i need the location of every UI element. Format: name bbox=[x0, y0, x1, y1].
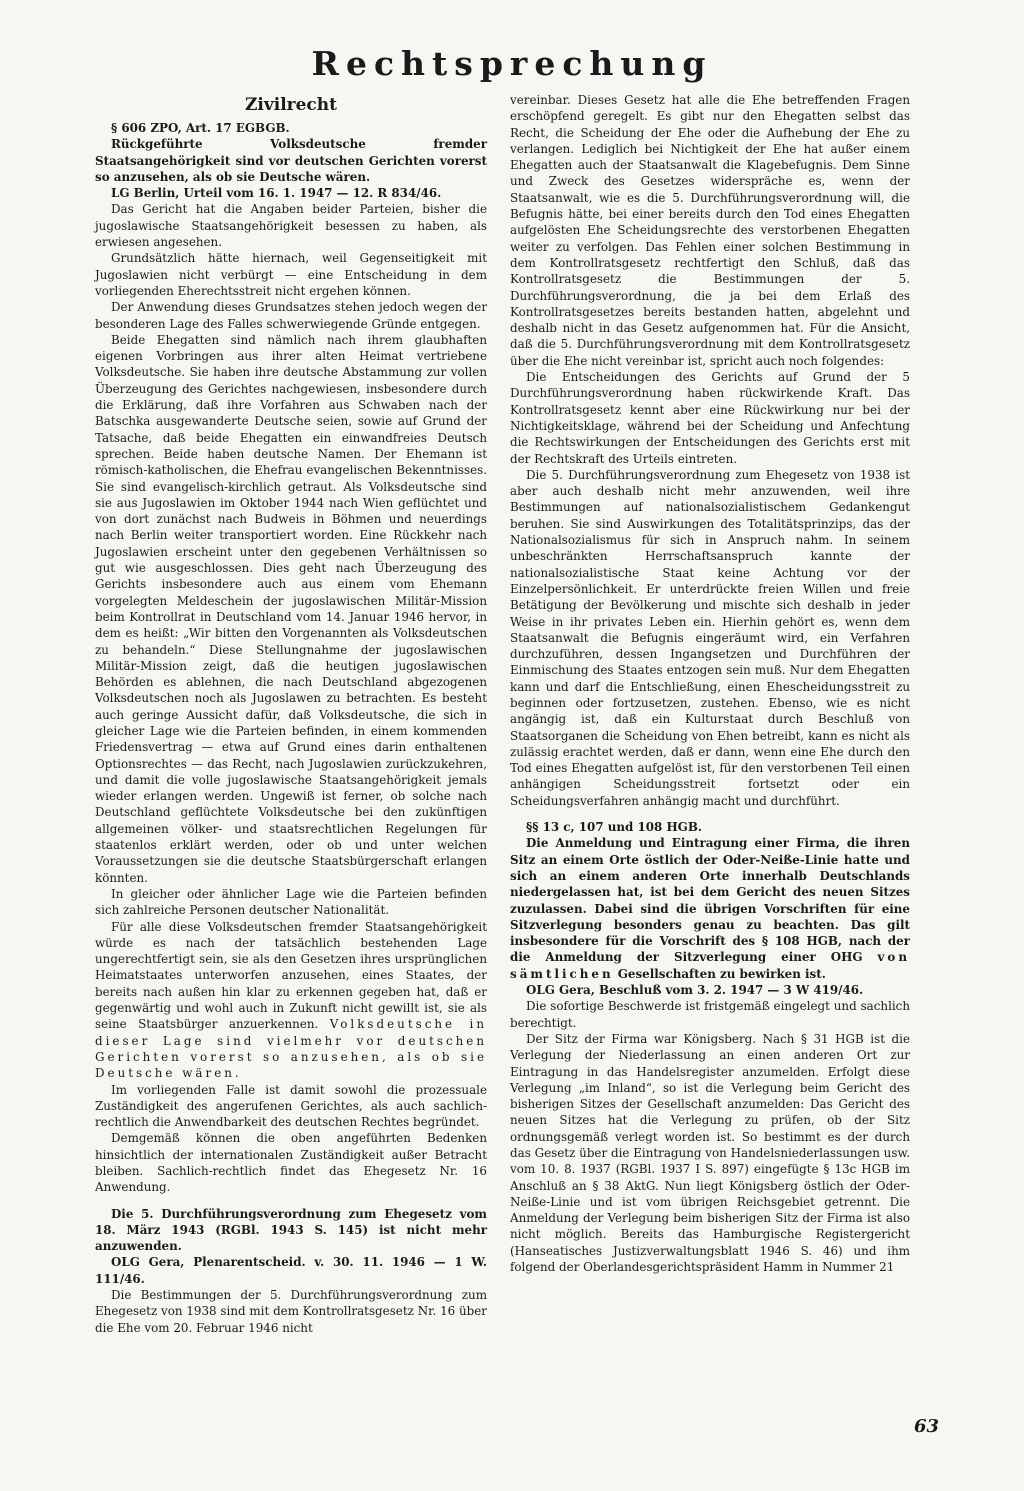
case1-court: LG Berlin, Urteil vom 16. 1. 1947 — 12. R 834/46. bbox=[111, 186, 442, 201]
left-column bbox=[95, 92, 487, 1336]
case3-paragraph: Die sofortige Beschwerde ist fristgemäß eingelegt und sachlich berechtigt. bbox=[510, 999, 910, 1030]
right-column bbox=[510, 92, 910, 1275]
case1-paragraph bbox=[95, 919, 487, 1082]
case1-headnote: Rückgeführte Volksdeutsche fremder Staatsangehörigkeit sind vor deutschen Gerichten vorerst so anzusehen, als ob sie Deutsche wären. bbox=[95, 137, 487, 184]
case1-paragraph: Beide Ehegatten sind nämlich nach ihrem glaubhaften eigenen Vorbringen aus ihrer alten Heimat vertriebene Volksdeutsche. Sie haben ihre deutsche Abstammung zur vollen Überzeugung des Gerichtes nachgewiesen, insbesondere durch die Erklärung, daß ihre Vorfahren aus Schwaben nach der Batschka ausgewanderte Deutsche seien, sowie auf Grund der Tatsache, daß beide Ehegatten ein einwandfreies Deutsch sprechen. Beide haben deutsche Namen. Der Ehemann ist römisch-katholischen, die Ehefrau evangelischen Bekenntnisses. Sie sind evangelisch-kirchlich getraut. Als Volksdeutsche sind sie aus Jugoslawien im Oktober 1944 nach Wien geflüchtet und von dort zunächst nach Budweis in Böhmen und neuerdings nach Berlin weiter transportiert worden. Eine Rückkehr nach Jugoslawien erscheint unter den gegebenen Verhältnissen so gut wie ausgeschlossen. Dies geht nach Überzeugung des Gerichts insbesondere auch aus einem vom Ehemann vorgelegten Meldeschein der jugoslawischen Militär-Mission beim Kontrollrat in Deutschland vom 14. Januar 1946 hervor, in dem es heißt: „Wir bitten den Vorgenannten als Volksdeutschen zu behandeln.“ Diese Stellungnahme der jugoslawischen Militär-Mission zeigt, daß die heutigen jugoslawischen Behörden es ablehnen, die nach Deutschland abgezogenen Volksdeutschen noch als Jugoslawen zu betrachten. Es besteht auch geringe Aussicht dafür, daß Volksdeutsche, die sich in gleicher Lage wie die Parteien befinden, in einem kommenden Friedensvertrag — etwa auf Grund eines darin enthaltenen Optionsrechtes — das Recht, nach Jugoslawien zurückzukehren, und damit die volle jugoslawische Staatsangehörigkeit jemals wieder erlangen werden. Ungewiß ist ferner, ob solche nach Deutschland geflüchtete Volksdeutsche bei den zukünftigen allgemeinen völker- und staatsrechtlichen Regelungen für staatenlos erklärt werden, oder ob und unter welchen Voraussetzungen sie die deutsche Staatsbürgerschaft erlangen könnten. bbox=[95, 332, 487, 885]
page-title: Rechtsprechung bbox=[311, 44, 713, 83]
case3-headnote-end: Gesellschaften zu bewirken ist. bbox=[617, 966, 826, 981]
case1-paragraph: Grundsätzlich hätte hiernach, weil Gegenseitigkeit mit Jugoslawien nicht verbürgt — eine Entscheidung in dem vorliegenden Eherechtsstreit nicht ergehen können. bbox=[95, 251, 487, 298]
case2-court: OLG Gera, Plenarentscheid. v. 30. 11. 1946 — 1 W. 111/46. bbox=[95, 1255, 487, 1286]
case1-paragraph: Der Anwendung dieses Grundsatzes stehen jedoch wegen der besonderen Lage des Falles schwerwiegende Gründe entgegen. bbox=[95, 300, 487, 331]
case2-paragraph: vereinbar. Dieses Gesetz hat alle die Ehe betreffenden Fragen erschöpfend geregelt. Es gibt nur den Ehegatten selbst das Recht, die Scheidung der Ehe oder die Aufhebung der Ehe zu verlangen. Lediglich bei Nichtigkeit der Ehe hat außer einem Ehegatten auch der Staatsanwalt die Klagebefugnis. Dem Sinne und Zweck des Gesetzes widerspräche es, wenn der Staatsanwalt, wie es die 5. Durchführungsverordnung will, die Befugnis hätte, bei einer bereits durch den Tod eines Ehegatten aufgelösten Ehe Scheidungsrechte des verstorbenen Ehegatten weiter zu verfolgen. Das Fehlen einer solchen Bestimmung in dem Kontrollratsgesetz rechtfertigt den Schluß, daß das Kontrollratsgesetz die Bestimmungen der 5. Durchführungsverordnung, die ja bei dem Erlaß des Kontrollratsgesetzes bereits bestanden hatten, abgelehnt und deshalb nicht in das Gesetz aufgenommen hat. Für die Ansicht, daß die 5. Durchführungsverordnung mit dem Kontrollratsgesetz über die Ehe nicht vereinbar ist, spricht auch noch folgendes: bbox=[510, 93, 910, 368]
case1-paragraph-text: Für alle diese Volksdeutschen fremder Staatsangehörigkeit würde es nach der tatsächlich bestehenden Lage ungerechtfertigt sein, sie als den Gesetzen ihres ursprünglichen Heimatstaates unterworfen anzusehen, eines Staates, der bereits nach außen hin klar zu erkennen gegeben hat, daß er gegenwärtig und wohl auch in Zukunft nicht gewillt ist, sie als seine Staatsbürger anzuerkennen. bbox=[95, 919, 487, 1032]
case3-citation: §§ 13 c, 107 und 108 HGB. bbox=[526, 820, 703, 835]
case1-emphasis: Volksdeutsche in dieser Lage sind vielmehr vor deutschen Gerichten vorerst so anzusehen, als ob sie Deutsche wären. bbox=[95, 1017, 488, 1081]
case1-paragraph: Das Gericht hat die Angaben beider Parteien, bisher die jugoslawische Staatsangehörigkeit besessen zu haben, als erwiesen angesehen. bbox=[95, 202, 487, 250]
case2-paragraph: Die Bestimmungen der 5. Durchführungsverordnung zum Ehegesetz von 1938 sind mit dem Kontrollratsgesetz Nr. 16 über die Ehe vom 20. Februar 1946 nicht bbox=[95, 1288, 487, 1335]
case2-headnote: Die 5. Durchführungsverordnung zum Ehegesetz vom 18. März 1943 (RGBl. 1943 S. 145) ist nicht mehr anzuwenden. bbox=[95, 1206, 487, 1254]
section-title: Zivilrecht bbox=[245, 95, 337, 115]
case1-citation: § 606 ZPO, Art. 17 EGBGB. bbox=[111, 121, 290, 135]
case3-headnote-text: Die Anmeldung und Eintragung einer Firma, die ihren Sitz an einem Orte östlich der Oder-Neiße-Linie hatte und sich an einem anderen Orte innerhalb Deutschlands niedergelassen hat, ist bei dem Gericht des neuen Sitzes zuzulassen. Dabei sind die übrigen Vorschriften für eine Sitzverlegung besonders genau zu beachten. Das gilt insbesondere für die Vorschrift des § 108 HGB, nach der die Anmeldung der Sitzverlegung einer OHG bbox=[510, 836, 910, 965]
case2-paragraph: Die 5. Durchführungsverordnung zum Ehegesetz von 1938 ist aber auch deshalb nicht mehr anzuwenden, weil ihre Bestimmungen auf nationalsozialistischem Gedankengut beruhen. Sie sind Auswirkungen des Totalitätsprinzips, das der Nationalsozialismus für sich in Anspruch nahm. In seinem unbeschränkten Herrschaftsanspruch kannte der nationalsozialistische Staat keine Achtung vor der Einzelpersönlichkeit. Er unterdrückte freien Willen und freie Betätigung der Bevölkerung und mischte sich deshalb in jeder Weise in ihr privates Leben ein. Hierhin gehört es, wenn dem Staatsanwalt die Befugnis eingeräumt wird, ein Verfahren durchzuführen, dessen Ingangsetzen und Durchführen der Einmischung des Staates entzogen sein muß. Nur dem Ehegatten kann und darf die Entschließung, einen Ehescheidungsstreit zu beginnen oder fortzusetzen, zustehen. Ebenso, wie es nicht angängig ist, daß ein Kulturstaat durch Beschluß von Staatsorganen die Scheidung von Ehen betreibt, kann es nicht als zulässig erachtet werden, daß er dann, wenn eine Ehe durch den Tod eines Ehegatten aufgelöst ist, für den verstorbenen Teil einen anhängigen Scheidungsstreit fortsetzt oder ein Scheidungsverfahren anhängig macht und durchführt. bbox=[510, 467, 910, 808]
case3-paragraph: Der Sitz der Firma war Königsberg. Nach § 31 HGB ist die Verlegung der Niederlassung an einen anderen Ort zur Eintragung in das Handelsregister anzumelden. Erfolgt diese Verlegung „im Inland“, so ist die Verlegung beim Gericht des bisherigen Sitzes der Gesellschaft anzumelden: Das Gericht des neuen Sitzes hat die Verlegung zu prüfen, ob der Sitz ordnungsgemäß verlegt worden ist. So bestimmt es der durch das Gesetz über die Eintragung von Handelsniederlassungen usw. vom 10. 8. 1937 (RGBl. 1937 I S. 897) eingefügte § 13c HGB im Anschluß an § 38 AktG. Nun liegt Königsberg östlich der Oder-Neiße-Linie und ist vom übrigen Reichsgebiet getrennt. Die Anmeldung der Verlegung beim bisherigen Sitz der Firma ist also nicht möglich. Bereits das Hamburgische Registergericht (Hanseatisches Justizverwaltungsblatt 1946 S. 46) und ihm folgend der Oberlandesgerichtspräsident Hamm in Nummer 21 bbox=[510, 1031, 910, 1275]
case1-paragraph: In gleicher oder ähnlicher Lage wie die Parteien befinden sich zahlreiche Personen deutscher Nationalität. bbox=[95, 886, 487, 918]
page-number: 63 bbox=[914, 1416, 940, 1437]
case3-court: OLG Gera, Beschluß vom 3. 2. 1947 — 3 W 419/46. bbox=[526, 983, 864, 998]
case3-headnote-emphasis: von sämtlichen bbox=[510, 950, 911, 981]
case2-paragraph: Die Entscheidungen des Gerichts auf Grund der 5 Durchführungsverordnung haben rückwirkende Kraft. Das Kontrollratsgesetz kennt aber eine Rückwirkung nur bei der Nichtigkeitsklage, während bei der Scheidung und Anfechtung die Rechtswirkungen der Entscheidungen des Gerichts erst mit der Rechtskraft des Urteils eintreten. bbox=[510, 370, 910, 466]
case3-headnote bbox=[510, 835, 910, 982]
case1-paragraph: Demgemäß können die oben angeführten Bedenken hinsichtlich der internationalen Zuständigkeit außer Betracht bleiben. Sachlich-rechtlich findet das Ehegesetz Nr. 16 Anwendung. bbox=[95, 1131, 487, 1195]
case1-paragraph: Im vorliegenden Falle ist damit sowohl die prozessuale Zuständigkeit des angerufenen Gerichtes, als auch sachlich-rechtlich die Anwendbarkeit des deutschen Rechtes begründet. bbox=[95, 1082, 487, 1130]
